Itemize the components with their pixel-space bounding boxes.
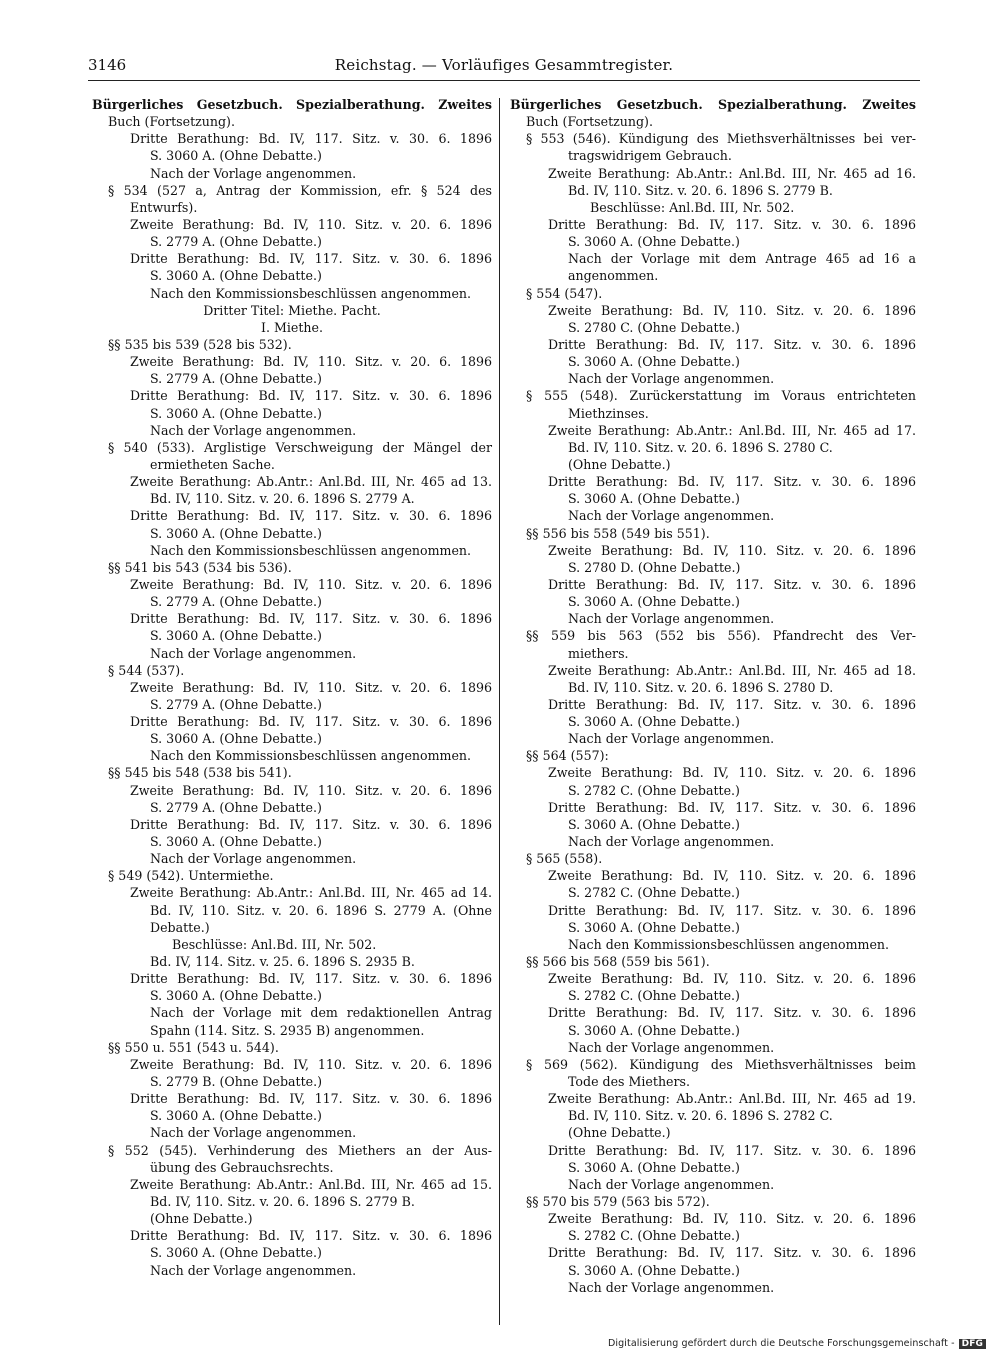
index-line: Spahn (114. Sitz. S. 2935 B) angenommen.: [150, 1022, 425, 1038]
index-line: Debatte.): [150, 919, 210, 935]
index-line: S. 3060 A. (Ohne Debatte.): [150, 628, 322, 644]
index-line: übung des Gebrauchsrechts.: [150, 1159, 334, 1175]
index-line: S. 2779 A. (Ohne Debatte.): [150, 594, 322, 610]
index-line: Beschlüsse: Anl.Bd. III, Nr. 502.: [172, 936, 377, 952]
index-line: S. 3060 A. (Ohne Debatte.): [568, 491, 740, 507]
index-line: § 565 (558).: [526, 851, 603, 867]
index-line: Zweite Berathung: Ab.Antr.: Anl.Bd. III, Nr. 465 ad 18.: [548, 662, 916, 678]
index-line: S. 2782 C. (Ohne Debatte.): [568, 988, 740, 1004]
index-line: angenommen.: [568, 268, 659, 284]
index-line: Zweite Berathung: Bd. IV, 110. Sitz. v. 20. 6. 1896: [548, 1211, 916, 1227]
index-line: Dritte Berathung: Bd. IV, 117. Sitz. v. 30. 6. 1896: [130, 388, 492, 404]
index-line: § 534 (527 a, Antrag der Kommission, efr. § 524 des: [108, 182, 492, 198]
index-line: Zweite Berathung: Ab.Antr.: Anl.Bd. III, Nr. 465 ad 13.: [130, 474, 492, 490]
left-column: [92, 96, 492, 1279]
footer-credit: [608, 1338, 986, 1349]
index-line: Dritte Berathung: Bd. IV, 117. Sitz. v. 30. 6. 1896: [548, 799, 916, 815]
header-rule: [88, 80, 920, 81]
index-line: Dritte Berathung: Bd. IV, 117. Sitz. v. 30. 6. 1896: [130, 816, 492, 832]
index-line: Nach der Vorlage angenommen.: [150, 645, 357, 661]
index-line: S. 2782 C. (Ohne Debatte.): [568, 1228, 740, 1244]
index-line: Zweite Berathung: Bd. IV, 110. Sitz. v. 20. 6. 1896: [130, 576, 492, 592]
index-line: Buch (Fortsetzung).: [526, 114, 653, 130]
index-line: S. 2779 A. (Ohne Debatte.): [150, 234, 322, 250]
running-title: Reichstag. — Vorläufiges Gesammtregister.: [334, 56, 674, 74]
index-line: § 552 (545). Verhinderung des Miethers an der Aus-: [108, 1142, 492, 1158]
index-line: I. Miethe.: [261, 319, 323, 335]
index-line: Dritte Berathung: Bd. IV, 117. Sitz. v. 30. 6. 1896: [548, 216, 916, 232]
index-line: Bd. IV, 110. Sitz. v. 20. 6. 1896 S. 2779 B.: [568, 182, 833, 198]
index-line: § 549 (542). Untermiethe.: [108, 868, 274, 884]
index-line: S. 3060 A. (Ohne Debatte.): [568, 816, 740, 832]
index-line: Dritte Berathung: Bd. IV, 117. Sitz. v. 30. 6. 1896: [548, 1245, 916, 1261]
index-line: Dritte Berathung: Bd. IV, 117. Sitz. v. 30. 6. 1896: [130, 251, 492, 267]
index-line: Zweite Berathung: Bd. IV, 110. Sitz. v. 20. 6. 1896: [548, 542, 916, 558]
index-line: Nach den Kommissionsbeschlüssen angenommen.: [150, 285, 472, 301]
index-line: Zweite Berathung: Bd. IV, 110. Sitz. v. 20. 6. 1896: [130, 782, 492, 798]
index-line: S. 3060 A. (Ohne Debatte.): [150, 268, 322, 284]
index-line: Nach den Kommissionsbeschlüssen angenommen.: [568, 936, 890, 952]
index-line: S. 3060 A. (Ohne Debatte.): [568, 354, 740, 370]
index-line: S. 3060 A. (Ohne Debatte.): [568, 234, 740, 250]
index-line: S. 3060 A. (Ohne Debatte.): [150, 1245, 322, 1261]
index-line: Bd. IV, 110. Sitz. v. 20. 6. 1896 S. 2780 D.: [568, 679, 834, 695]
index-line: Nach der Vorlage angenommen.: [568, 1279, 775, 1295]
right-column: [510, 96, 916, 1296]
index-line: Nach der Vorlage angenommen.: [150, 851, 357, 867]
index-line: S. 2782 C. (Ohne Debatte.): [568, 885, 740, 901]
index-line: Nach der Vorlage angenommen.: [568, 834, 775, 850]
index-line: Dritte Berathung: Bd. IV, 117. Sitz. v. 30. 6. 1896: [130, 714, 492, 730]
index-line: Nach der Vorlage angenommen.: [568, 731, 775, 747]
index-line: §§ 545 bis 548 (538 bis 541).: [108, 765, 292, 781]
index-line: Zweite Berathung: Ab.Antr.: Anl.Bd. III, Nr. 465 ad 16.: [548, 165, 916, 181]
index-line: Bd. IV, 114. Sitz. v. 25. 6. 1896 S. 2935 B.: [150, 954, 415, 970]
index-line: Nach der Vorlage angenommen.: [568, 611, 775, 627]
index-line: Zweite Berathung: Ab.Antr.: Anl.Bd. III, Nr. 465 ad 19.: [548, 1091, 916, 1107]
index-line: S. 3060 A. (Ohne Debatte.): [150, 834, 322, 850]
index-line: Dritte Berathung: Bd. IV, 117. Sitz. v. 30. 6. 1896: [548, 1142, 916, 1158]
index-line: S. 2780 C. (Ohne Debatte.): [568, 319, 740, 335]
index-line: S. 3060 A. (Ohne Debatte.): [568, 594, 740, 610]
index-line: § 569 (562). Kündigung des Miethsverhältnisses beim: [526, 1056, 916, 1072]
index-line: Nach der Vorlage angenommen.: [150, 1125, 357, 1141]
column-divider: [499, 98, 500, 1325]
index-line: tragswidrigem Gebrauch.: [568, 148, 732, 164]
page-header: [88, 56, 920, 78]
index-line: Dritte Berathung: Bd. IV, 117. Sitz. v. 30. 6. 1896: [130, 508, 492, 524]
index-line: (Ohne Debatte.): [568, 456, 671, 472]
index-line: Zweite Berathung: Bd. IV, 110. Sitz. v. 20. 6. 1896: [130, 1056, 492, 1072]
index-line: (Ohne Debatte.): [150, 1211, 253, 1227]
index-line: Nach der Vorlage angenommen.: [150, 422, 357, 438]
index-line: Nach den Kommissionsbeschlüssen angenommen.: [150, 748, 472, 764]
index-line: Dritte Berathung: Bd. IV, 117. Sitz. v. 30. 6. 1896: [548, 696, 916, 712]
index-line: Dritte Berathung: Bd. IV, 117. Sitz. v. 30. 6. 1896: [130, 1091, 492, 1107]
index-line: Dritte Berathung: Bd. IV, 117. Sitz. v. 30. 6. 1896: [548, 336, 916, 352]
index-line: § 554 (547).: [526, 285, 603, 301]
index-line: Zweite Berathung: Bd. IV, 110. Sitz. v. 20. 6. 1896: [130, 679, 492, 695]
dfg-logo: DFG: [959, 1339, 986, 1349]
index-line: §§ 570 bis 579 (563 bis 572).: [526, 1194, 710, 1209]
index-line: Nach der Vorlage angenommen.: [150, 1262, 357, 1278]
index-line: (Ohne Debatte.): [568, 1125, 671, 1141]
index-line: S. 2779 A. (Ohne Debatte.): [150, 371, 322, 387]
index-line: Nach der Vorlage angenommen.: [568, 1176, 775, 1192]
index-line: S. 3060 A. (Ohne Debatte.): [150, 148, 322, 164]
index-line: S. 2779 B. (Ohne Debatte.): [150, 1074, 323, 1090]
index-line: § 544 (537).: [108, 662, 185, 678]
index-line: § 540 (533). Arglistige Verschweigung der Mängel der: [108, 439, 492, 455]
index-line: S. 3060 A. (Ohne Debatte.): [150, 988, 322, 1004]
index-line: S. 2779 A. (Ohne Debatte.): [150, 696, 322, 712]
index-line: S. 3060 A. (Ohne Debatte.): [150, 525, 322, 541]
index-line: S. 2779 A. (Ohne Debatte.): [150, 799, 322, 815]
index-line: Zweite Berathung: Ab.Antr.: Anl.Bd. III, Nr. 465 ad 14.: [130, 885, 492, 901]
index-line: Zweite Berathung: Bd. IV, 110. Sitz. v. 20. 6. 1896: [548, 971, 916, 987]
index-line: Bd. IV, 110. Sitz. v. 20. 6. 1896 S. 2779 A. (Ohne: [150, 902, 492, 918]
index-line: S. 3060 A. (Ohne Debatte.): [568, 714, 740, 730]
footer-text: Digitalisierung gefördert durch die Deutsche Forschungsgemeinschaft -: [608, 1338, 955, 1349]
index-line: Zweite Berathung: Bd. IV, 110. Sitz. v. 20. 6. 1896: [548, 302, 916, 318]
index-line: Zweite Berathung: Bd. IV, 110. Sitz. v. 20. 6. 1896: [548, 868, 916, 884]
index-line: Bürgerliches Gesetzbuch. Spezialberathung. Zweites: [510, 97, 916, 112]
index-line: Nach der Vorlage mit dem Antrage 465 ad 16 a: [568, 251, 916, 267]
index-line: § 555 (548). Zurückerstattung im Voraus entrichteten: [526, 388, 916, 404]
index-line: S. 2780 D. (Ohne Debatte.): [568, 559, 741, 575]
index-line: §§ 550 u. 551 (543 u. 544).: [108, 1039, 279, 1055]
index-line: Zweite Berathung: Bd. IV, 110. Sitz. v. 20. 6. 1896: [130, 216, 492, 232]
index-line: Nach der Vorlage angenommen.: [150, 165, 357, 181]
index-line: Dritte Berathung: Bd. IV, 117. Sitz. v. 30. 6. 1896: [130, 971, 492, 987]
index-line: Zweite Berathung: Ab.Antr.: Anl.Bd. III, Nr. 465 ad 15.: [130, 1176, 492, 1192]
index-line: Bd. IV, 110. Sitz. v. 20. 6. 1896 S. 2779 A.: [150, 491, 415, 507]
index-line: § 553 (546). Kündigung des Miethsverhältnisses bei ver-: [526, 131, 916, 147]
index-line: Dritte Berathung: Bd. IV, 117. Sitz. v. 30. 6. 1896: [548, 902, 916, 918]
index-line: §§ 535 bis 539 (528 bis 532).: [108, 336, 292, 352]
index-line: Dritte Berathung: Bd. IV, 117. Sitz. v. 30. 6. 1896: [548, 474, 916, 490]
index-line: Dritte Berathung: Bd. IV, 117. Sitz. v. 30. 6. 1896: [130, 611, 492, 627]
index-line: S. 3060 A. (Ohne Debatte.): [150, 731, 322, 747]
index-line: Dritte Berathung: Bd. IV, 117. Sitz. v. 30. 6. 1896: [548, 576, 916, 592]
index-line: S. 2782 C. (Ohne Debatte.): [568, 782, 740, 798]
index-line: Dritte Berathung: Bd. IV, 117. Sitz. v. 30. 6. 1896: [548, 1005, 916, 1021]
index-line: §§ 564 (557):: [526, 748, 609, 764]
index-line: §§ 541 bis 543 (534 bis 536).: [108, 559, 292, 575]
index-line: Nach den Kommissionsbeschlüssen angenommen.: [150, 542, 472, 558]
index-line: ermietheten Sache.: [150, 456, 275, 472]
index-line: Miethzinses.: [568, 405, 649, 421]
index-line: S. 3060 A. (Ohne Debatte.): [568, 1022, 740, 1038]
index-line: miethers.: [568, 645, 629, 661]
page-number: 3146: [88, 56, 127, 74]
index-line: Nach der Vorlage angenommen.: [568, 371, 775, 387]
index-line: S. 3060 A. (Ohne Debatte.): [568, 1159, 740, 1175]
index-line: Zweite Berathung: Bd. IV, 110. Sitz. v. 20. 6. 1896: [130, 354, 492, 370]
index-line: Nach der Vorlage mit dem redaktionellen Antrag: [150, 1005, 492, 1021]
index-line: S. 3060 A. (Ohne Debatte.): [150, 1108, 322, 1124]
index-line: Zweite Berathung: Ab.Antr.: Anl.Bd. III, Nr. 465 ad 17.: [548, 422, 916, 438]
index-line: Dritter Titel: Miethe. Pacht.: [203, 302, 381, 318]
index-line: Bd. IV, 110. Sitz. v. 20. 6. 1896 S. 2782 C.: [568, 1108, 833, 1124]
index-line: Nach der Vorlage angenommen.: [568, 508, 775, 524]
index-line: Bürgerliches Gesetzbuch. Spezialberathung. Zweites: [92, 97, 492, 112]
index-line: Bd. IV, 110. Sitz. v. 20. 6. 1896 S. 2780 C.: [568, 439, 833, 455]
index-line: Dritte Berathung: Bd. IV, 117. Sitz. v. 30. 6. 1896: [130, 1228, 492, 1244]
index-line: Buch (Fortsetzung).: [108, 114, 235, 130]
index-line: S. 3060 A. (Ohne Debatte.): [568, 1262, 740, 1278]
index-line: §§ 556 bis 558 (549 bis 551).: [526, 525, 710, 541]
index-line: Bd. IV, 110. Sitz. v. 20. 6. 1896 S. 2779 B.: [150, 1194, 415, 1209]
index-line: S. 3060 A. (Ohne Debatte.): [150, 405, 322, 421]
index-line: Zweite Berathung: Bd. IV, 110. Sitz. v. 20. 6. 1896: [548, 765, 916, 781]
index-line: §§ 559 bis 563 (552 bis 556). Pfandrecht des Ver-: [526, 628, 916, 644]
index-line: Nach der Vorlage angenommen.: [568, 1039, 775, 1055]
index-line: S. 3060 A. (Ohne Debatte.): [568, 919, 740, 935]
index-line: §§ 566 bis 568 (559 bis 561).: [526, 954, 710, 970]
index-line: Dritte Berathung: Bd. IV, 117. Sitz. v. 30. 6. 1896: [130, 131, 492, 147]
index-line: Entwurfs).: [130, 199, 198, 215]
index-line: Beschlüsse: Anl.Bd. III, Nr. 502.: [590, 199, 795, 215]
index-line: Tode des Miethers.: [568, 1074, 690, 1090]
